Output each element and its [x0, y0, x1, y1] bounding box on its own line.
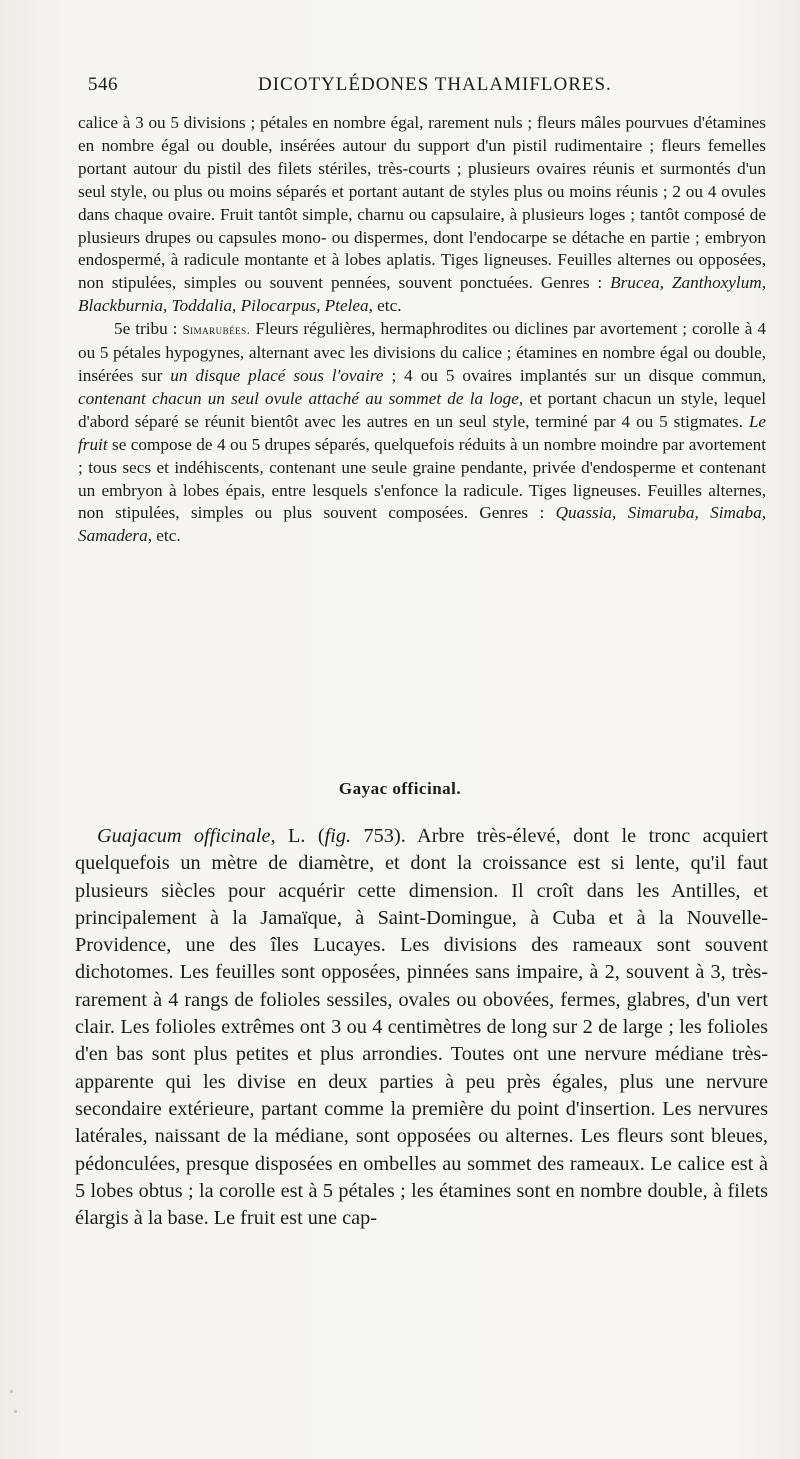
paragraph-text: 753). Arbre très-élevé, dont le tronc acquiert quelquefois un mètre de diamètre, et dont la croissance est si lente, qu'il faut plusieurs siècles pour acquérir cette dimension. Il croît dans les Antilles, et principalement à la Jamaïque, à Saint-Domingue, à Cuba et à la Nouvelle-Providence, une des îles Lucayes. Les divisions des rameaux sont souvent dichotomes. Les feuilles sont opposées, pinnées sans impaire, à 2, souvent à 3, très-rarement à 4 rangs de folioles sessiles, ovales ou obovées, fermes, glabres, d'un vert clair. Les folioles extrêmes ont 3 ou 4 centimètres de long sur 2 de large ; les folioles d'en bas sont plus petites et plus arrondies. Toutes ont une nervure médiane très-apparente qui les divise en deux parties à peu près égales, plus une nervure secondaire extérieure, partant comme la première du point d'insertion. Les nervures latérales, naissant de la médiane, sont opposées ou alternes. Les fleurs sont bleues, pédonculées, presque disposées en ombelles au sommet des rameaux. Le calice est à 5 lobes obtus ; la corolle est à 5 pétales ; les étamines sont en nombre double, à filets élargis à la base. Le fruit est une cap- — [75, 825, 768, 1230]
paragraph-tribe-simarubees — [78, 318, 766, 548]
author-citation: , L. ( — [270, 825, 325, 847]
figure-reference: fig. — [324, 825, 352, 847]
paragraph-text: etc. — [372, 296, 402, 316]
paragraph-family-description — [78, 112, 766, 318]
page-speck — [14, 1410, 17, 1413]
tribe-label: 5e tribu : — [114, 319, 183, 339]
paragraph-text: se compose de 4 ou 5 drupes séparés, quelquefois réduits à un nombre moindre par avortement ; tous secs et indéhiscents, contenant une seule graine pendante, privée d'endosperme et contenant un embryon à lobes épais, entre lesquels s'enfonce la radicule. Tiges ligneuses. Feuilles alternes, non stipulées, simples ou plus souvent composées. Genres : — [78, 434, 766, 523]
page-number: 546 — [88, 74, 118, 95]
paragraph-text: etc. — [152, 526, 181, 546]
section-heading: Gayac officinal. — [338, 779, 462, 798]
paragraph-text: et portant chacun un style, lequel d'abord séparé se réunit bientôt avec les autres en un seul style, terminé par 4 ou 5 stigmates. — [78, 388, 766, 431]
paragraph-guajacum — [75, 823, 768, 1232]
upper-text-block — [78, 112, 766, 548]
tribe-name: Simarubées. — [182, 322, 251, 338]
paragraph-text: calice à 3 ou 5 divisions ; pétales en nombre égal, rarement nuls ; fleurs mâles pourvues d'étamines en nombre égal ou double, insérées autour du support d'un pistil rudimentaire ; fleurs femelles portant autour du pistil des filets stériles, très-courts ; plusieurs ovaires réunis et surmontés d'un seul style, ou plus ou moins séparés et portant autant de styles plus ou moins réunis ; 2 ou 4 ovules dans chaque ovaire. Fruit tantôt simple, charnu ou capsulaire, à plusieurs loges ; tantôt composé de plusieurs drupes ou capsules mono- ou dispermes, dont l'endocarpe se détache en partie ; embryon endospermé, à radicule montante et à lobes aplatis. Tiges ligneuses. Feuilles alternes ou opposées, non stipulées, simples ou souvent pennées, souvent ponctuées. Genres : — [78, 113, 766, 293]
genera-list: Brucea, Zanthoxylum, Blackburnia, Toddalia, Pilocarpus, Ptelea, — [78, 273, 766, 316]
italic-phrase: Le fruit — [78, 411, 766, 454]
page-speck — [10, 1390, 13, 1393]
italic-phrase: un disque placé sous l'ovaire — [170, 365, 384, 385]
paragraph-text: ; 4 ou 5 ovaires implantés sur un disque commun, — [383, 365, 766, 385]
italic-phrase: contenant chacun un seul ovule attaché au sommet de la loge, — [78, 388, 524, 408]
lower-text-block — [75, 823, 768, 1232]
running-header — [88, 74, 768, 100]
species-name: Guajacum officinale — [97, 825, 271, 847]
genera-list: Quassia, Simaruba, Simaba, Samadera, — [78, 503, 766, 546]
paragraph-text: Fleurs régulières, hermaphrodites ou diclines par avortement ; corolle à 4 ou 5 pétales hypogynes, alternant avec les divisions du calice ; étamines en nombre égal ou double, insérées sur — [78, 319, 766, 385]
running-title: DICOTYLÉDONES THALAMIFLORES. — [258, 74, 612, 95]
